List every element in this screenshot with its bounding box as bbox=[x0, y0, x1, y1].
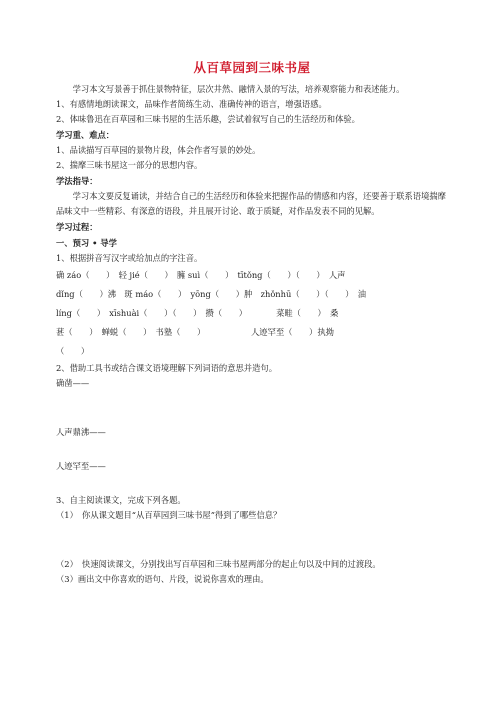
answer-space bbox=[56, 523, 448, 557]
question-2: 2、借助工具书或结合课文语境理解下列词语的意思并造句。 bbox=[56, 363, 277, 373]
preview-section-heading: 一、预习 • 导学 bbox=[56, 238, 117, 248]
goal-item-1: 1、有感情地朗读课文，品味作者简练生动、准确传神的语言，增强语感。 bbox=[56, 99, 327, 109]
worksheet-page bbox=[56, 58, 448, 587]
question-3: 3、自主阅读课文，完成下列各题。 bbox=[56, 495, 186, 505]
page-title: 从百草园到三味书屋 bbox=[193, 60, 311, 75]
word-item-3: 人迹罕至—— bbox=[56, 461, 106, 471]
sub-question-2: （2） 快速阅读课文，分别找出写百草园和三味书屋两部分的起止句以及中间的过渡段。 bbox=[56, 559, 381, 569]
word-item-2: 人声鼎沸—— bbox=[56, 427, 106, 437]
key-points-heading: 学习重、难点： bbox=[56, 130, 115, 140]
key-point-2: 2、揣摩三味书屋这一部分的思想内容。 bbox=[56, 160, 203, 170]
answer-space bbox=[56, 440, 448, 459]
method-heading: 学法指导： bbox=[56, 176, 98, 186]
pinyin-line: líng（ ） xīshuài（ ）（ ） 攒（ ） 菜畦（ ） 桑 bbox=[56, 308, 339, 318]
goal-item-2: 2、体味鲁迅在百草园和三味书屋的生活乐趣，尝试着叙写自己的生活经历和体验。 bbox=[56, 114, 360, 124]
answer-space bbox=[56, 391, 448, 425]
pinyin-line: （ ） bbox=[56, 346, 90, 356]
sub-question-1: （1） 你从课文题目“从百草园到三味书屋”得到了哪些信息？ bbox=[56, 510, 282, 520]
pinyin-line: dǐng（ ）沸 斑 máo（ ） yōng（ ）肿 zhǒnhū（ ）（ ） 油 bbox=[56, 289, 367, 299]
intro-paragraph: 学习本文写景善于抓住景物特征，层次井然、融情入景的写法，培养观察能力和表述能力。 bbox=[72, 84, 405, 94]
word-item-1: 确凿—— bbox=[56, 378, 90, 388]
method-paragraph: 学习本文要反复诵读，并结合自己的生活经历和体验来把握作品的情感和内容，还要善于联系语境揣摩品味文中一些精彩、有深意的语段，并且展开讨论、敢于质疑，对作品发表不同的见解。 bbox=[56, 191, 446, 216]
pinyin-line: 葚（ ） 蝉蜕（ ） 书塾（ ） 人迹罕至（ ）执拗 bbox=[56, 327, 334, 337]
pinyin-exercise bbox=[56, 266, 448, 361]
question-1: 1、根据拼音写汉字或给加点的字注音。 bbox=[56, 253, 203, 263]
key-point-1: 1、品读描写百草园的景物片段，体会作者写景的妙处。 bbox=[56, 145, 261, 155]
sub-question-3: （3）画出文中你喜欢的语句、片段，说说你喜欢的理由。 bbox=[56, 574, 269, 584]
pinyin-line: 确 záo（ ） 轻 jié（ ） 臃 suì（ ） tītǒng（ ）（ ） 人声 bbox=[56, 270, 346, 280]
answer-space bbox=[56, 474, 448, 493]
process-heading: 学习过程： bbox=[56, 222, 98, 232]
